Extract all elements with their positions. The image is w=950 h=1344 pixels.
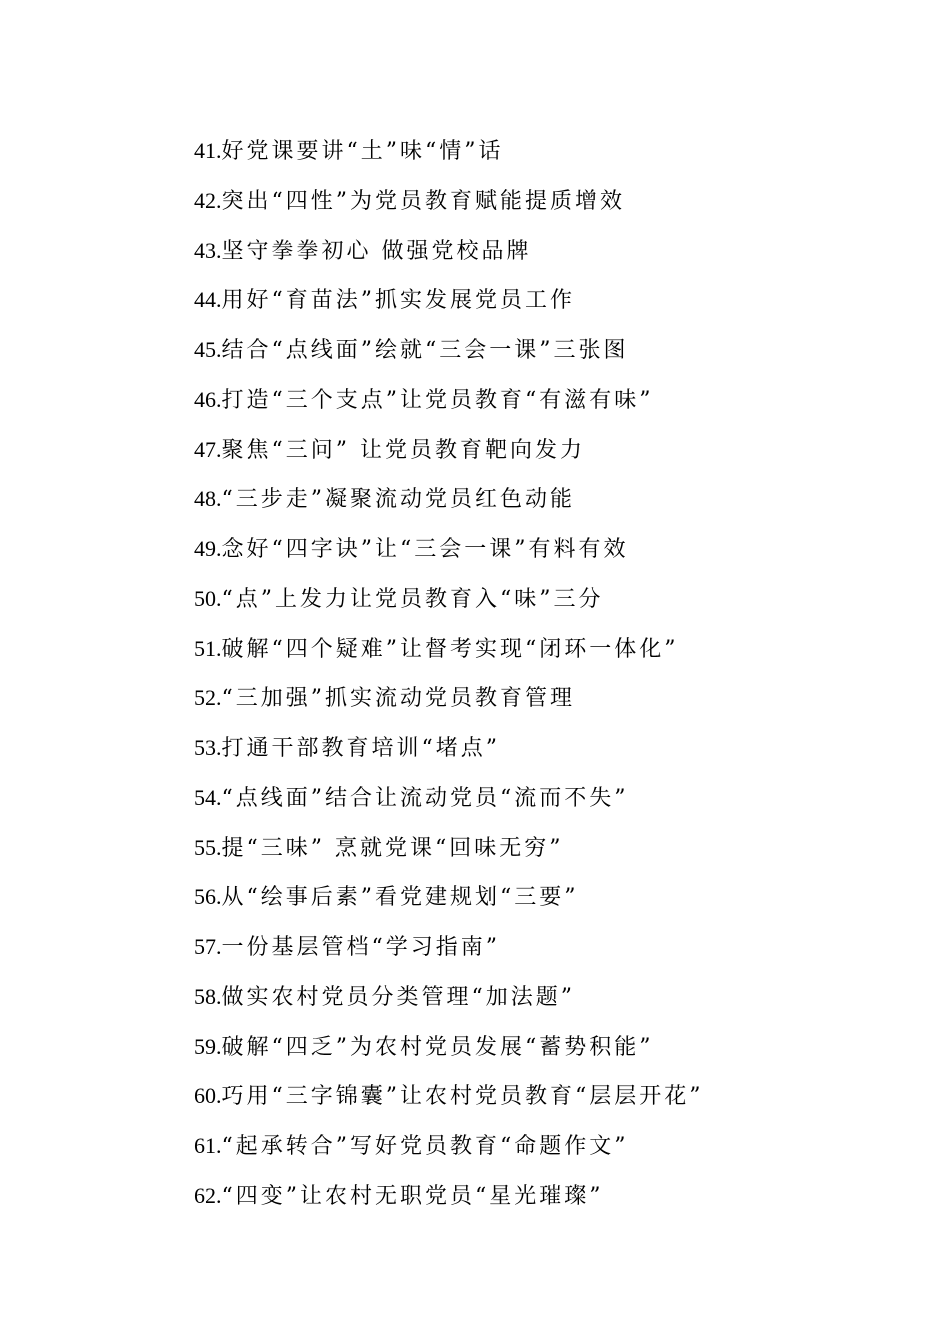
item-text: 一份基层管档“学习指南” bbox=[221, 935, 500, 960]
item-text: 念好“四字诀”让“三会一课”有料有效 bbox=[221, 537, 629, 562]
item-text: 坚守拳拳初心 做强党校品牌 bbox=[221, 238, 532, 264]
list-item bbox=[194, 1121, 704, 1171]
item-text: “三加强”抓实流动党员教育管理 bbox=[221, 686, 575, 712]
list-item bbox=[194, 723, 704, 773]
item-text: 做实农村党员分类管理“加法题” bbox=[221, 984, 575, 1010]
item-number: 59. bbox=[194, 1033, 222, 1059]
item-text: 打造“三个支点”让党员教育“有滋有味” bbox=[221, 387, 654, 413]
list-item bbox=[194, 176, 704, 226]
list-item bbox=[194, 922, 704, 972]
item-text: 好党课要讲“土”味“情”话 bbox=[221, 139, 504, 164]
item-text: 提“三味” 烹就党课“回味无穷” bbox=[221, 835, 564, 861]
list-item bbox=[194, 872, 704, 922]
item-text: “四变”让农村无职党员“星光璀璨” bbox=[221, 1183, 604, 1209]
item-number: 49. bbox=[194, 536, 222, 561]
item-number: 52. bbox=[194, 685, 222, 711]
item-number: 60. bbox=[194, 1083, 222, 1109]
item-number: 56. bbox=[194, 884, 222, 910]
list-item bbox=[194, 823, 704, 873]
item-text: 从“绘事后素”看党建规划“三要” bbox=[221, 885, 579, 911]
item-number: 51. bbox=[194, 635, 222, 661]
list-item bbox=[194, 574, 704, 624]
item-number: 50. bbox=[194, 585, 222, 611]
list-item bbox=[194, 1022, 704, 1072]
list-item bbox=[194, 275, 704, 325]
list-item bbox=[194, 126, 704, 176]
item-number: 45. bbox=[194, 337, 222, 362]
item-number: 53. bbox=[194, 735, 222, 760]
item-text: 破解“四个疑难”让督考实现“闭环一体化” bbox=[221, 636, 679, 662]
item-text: 用好“育苗法”抓实发展党员工作 bbox=[221, 288, 575, 314]
item-text: “点线面”结合让流动党员“流而不失” bbox=[221, 785, 629, 811]
list-item bbox=[194, 624, 704, 674]
list-item bbox=[194, 673, 704, 723]
item-text: 突出“四性”为党员教育赋能提质增效 bbox=[221, 188, 625, 214]
item-number: 57. bbox=[194, 934, 222, 959]
item-text: “起承转合”写好党员教育“命题作文” bbox=[221, 1134, 629, 1159]
item-number: 47. bbox=[194, 436, 222, 462]
item-text: “点”上发力让党员教育入“味”三分 bbox=[221, 586, 604, 612]
list-item bbox=[194, 1071, 704, 1121]
list-item bbox=[194, 425, 704, 475]
item-number: 43. bbox=[194, 237, 222, 263]
item-number: 46. bbox=[194, 386, 222, 412]
item-text: 打通干部教育培训“堵点” bbox=[221, 736, 500, 761]
item-number: 42. bbox=[194, 187, 222, 213]
item-number: 58. bbox=[194, 983, 222, 1009]
item-number: 41. bbox=[194, 138, 222, 163]
item-number: 48. bbox=[194, 486, 222, 512]
list-item bbox=[194, 474, 704, 524]
item-text: “三步走”凝聚流动党员红色动能 bbox=[221, 487, 575, 513]
item-number: 62. bbox=[194, 1182, 222, 1208]
list-item bbox=[194, 375, 704, 425]
item-number: 61. bbox=[194, 1133, 222, 1158]
list-item bbox=[194, 972, 704, 1022]
list-item bbox=[194, 1171, 704, 1221]
item-text: 聚焦“三问” 让党员教育靶向发力 bbox=[221, 437, 585, 463]
title-list bbox=[194, 126, 704, 1221]
item-number: 55. bbox=[194, 834, 222, 860]
item-text: 巧用“三字锦囊”让农村党员教育“层层开花” bbox=[221, 1084, 704, 1110]
item-text: 结合“点线面”绘就“三会一课”三张图 bbox=[221, 338, 629, 363]
item-number: 44. bbox=[194, 287, 222, 313]
list-item bbox=[194, 226, 704, 276]
list-item bbox=[194, 524, 704, 574]
item-number: 54. bbox=[194, 784, 222, 810]
item-text: 破解“四乏”为农村党员发展“蓄势积能” bbox=[221, 1034, 654, 1060]
list-item bbox=[194, 325, 704, 375]
list-item bbox=[194, 773, 704, 823]
